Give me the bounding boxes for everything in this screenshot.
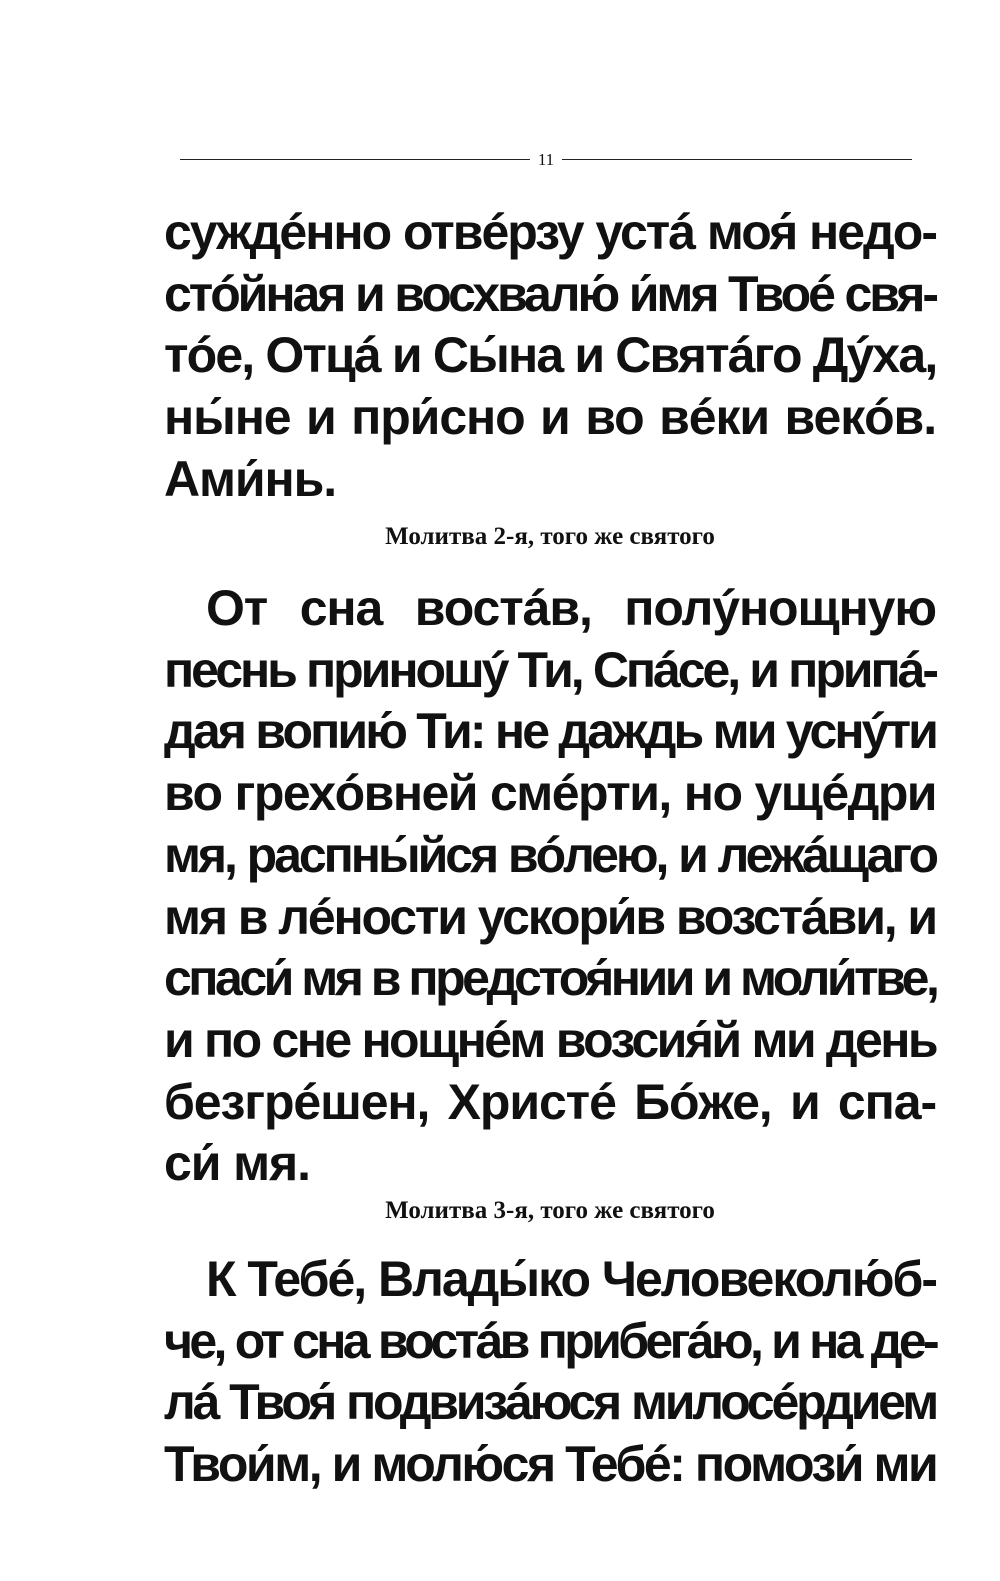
text-line: спаси́ мя в предстоя́нии и моли́тве,: [164, 950, 937, 1007]
text-line: К Тебé, Влады́ко Человеколю́б-: [206, 1251, 936, 1307]
text-line: че, от сна востáв прибегáю, и на де-: [164, 1312, 936, 1369]
text-line: безгрéшен, Христé Бóже, и спа-: [164, 1073, 936, 1130]
header-rule-right: [562, 159, 912, 160]
text-line: Твои́м, и молю́ся Тебé: помози́ ми: [164, 1436, 937, 1493]
text-line: во грехóвней смéрти, но ущéдри: [164, 765, 936, 822]
page-number: 11: [537, 149, 555, 169]
text-line: песнь приношý Ти, Спáсе, и припá-: [164, 641, 936, 698]
prayer-1-ending: [164, 202, 936, 511]
prayer-3-text: [164, 1249, 936, 1496]
text-line: стóйная и восхвалю́ и́мя Твоé свя-: [164, 265, 936, 322]
text-line: суждéнно отвéрзу устá моя́ недо-: [164, 204, 936, 260]
prayer-2-heading: Молитва 2-я, того же святого: [385, 523, 715, 550]
text-line: си́ мя.: [164, 1135, 310, 1192]
text-line: От сна востáв, полýнощную: [206, 580, 936, 636]
text-line: лá Твоя́ подвизáюся милосéрдием: [164, 1374, 936, 1431]
prayer-3-heading: Молитва 3-я, того же святого: [385, 1197, 715, 1224]
text-line: Ами́нь.: [164, 450, 337, 507]
prayer-2-text: [164, 578, 936, 1195]
text-line: и по сне нощнéм возсия́й ми день: [164, 1011, 936, 1068]
text-line: дая вопию́ Ти: не даждь ми уснýти: [164, 703, 936, 760]
text-line: мя в лéности ускори́в возстáви, и: [164, 888, 936, 945]
text-line: ны́не и при́сно и во вéки векóв.: [164, 389, 936, 446]
text-line: тóе, Отцá и Сы́на и Святáго Дýха,: [164, 327, 937, 384]
text-line: мя, распны́йся вóлею, и лежáщаго: [164, 826, 936, 883]
header-rule-left: [180, 159, 530, 160]
page-header: [180, 144, 912, 174]
